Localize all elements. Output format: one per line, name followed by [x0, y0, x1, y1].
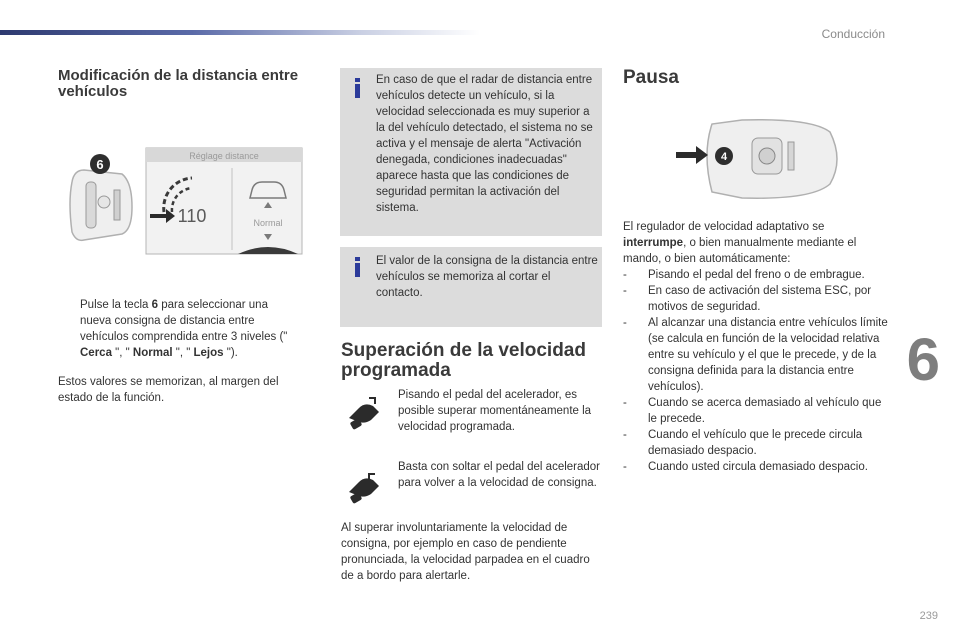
- pause-conditions-list: [623, 267, 888, 475]
- distance-control-illustration: [62, 142, 307, 257]
- list-item: - Pisando el pedal del freno o de embrague.: [623, 267, 888, 283]
- heading-override: Superación de la velocidad programada: [341, 340, 586, 381]
- info-icon: [352, 257, 363, 277]
- header-color-bar: [0, 30, 480, 35]
- heading-pause: Pausa: [623, 67, 679, 88]
- section-header-title: Conducción: [821, 27, 885, 41]
- list-item: - Cuando el vehículo que le precede circula demasiado despacio.: [623, 427, 888, 459]
- pause-intro: El regulador de velocidad adaptativo se interrumpe, o bien manualmente mediante el mando, o bien automáticamente:: [623, 221, 857, 265]
- foot-pedal-press-icon: [345, 396, 383, 430]
- override-item-1: Pisando el pedal del acelerador, es posible superar momentáneamente la velocidad programada.: [398, 389, 592, 433]
- svg-text:4: 4: [720, 151, 728, 163]
- pause-control-illustration: [672, 114, 862, 204]
- heading-distance: Modificación de la distancia entre vehículos: [58, 67, 299, 100]
- display-title: Réglage distance: [189, 151, 259, 161]
- chapter-number: 6: [906, 326, 940, 393]
- page-number: 239: [919, 610, 938, 622]
- list-item: - En caso de activación del sistema ESC, por motivos de seguridad.: [623, 283, 888, 315]
- arrow-right-icon: [676, 146, 708, 164]
- override-item-2: Basta con soltar el pedal del acelerador para volver a la velocidad de consigna.: [398, 461, 601, 489]
- key-6-badge-icon: [90, 154, 110, 174]
- display-level: Normal: [253, 218, 283, 228]
- list-item: - Al alcanzar una distancia entre vehículos límite (se calcula en función de la velocidad relativa entre su vehículo y el que le precede, y de la consigna definida para la distancia entre vehículos).: [623, 315, 888, 395]
- key-4-badge-icon: [715, 147, 733, 165]
- control-stalk-icon: [70, 170, 132, 240]
- display-speed: 110: [177, 206, 207, 226]
- distance-instruction: Pulse la tecla 6 para seleccionar una nueva consigna de distancia entre vehículos comprendida entre 3 niveles (" Cerca ", " Normal ", " Lejos ").: [80, 299, 288, 359]
- svg-text:6: 6: [96, 157, 104, 172]
- list-item: - Cuando usted circula demasiado despacio.: [623, 459, 888, 475]
- info-box-memory: El valor de la consigna de la distancia entre vehículos se memoriza al cortar el contacto.: [340, 247, 602, 327]
- info-icon: [352, 78, 363, 98]
- distance-note: Estos valores se memorizan, al margen del estado de la función.: [58, 376, 279, 404]
- foot-pedal-release-icon: [345, 470, 383, 504]
- info-box-radar: En caso de que el radar de distancia entre vehículos detecte un vehículo, si la velocidad seleccionada es muy superior a la del vehículo detectado, el sistema no se activa y el mensaje de alerta "Activación denegada, condiciones inadecuadas" aparece hasta que las condiciones de seguridad permitan la activación del sistema.: [340, 68, 602, 236]
- override-note: Al superar involuntariamente la velocidad de consigna, por ejemplo en caso de pendiente pronunciada, la velocidad parpadea en el cuadro de a bordo para alertarle.: [341, 522, 590, 582]
- list-item: - Cuando se acerca demasiado al vehículo que le precede.: [623, 395, 888, 427]
- cluster-display: [146, 148, 302, 254]
